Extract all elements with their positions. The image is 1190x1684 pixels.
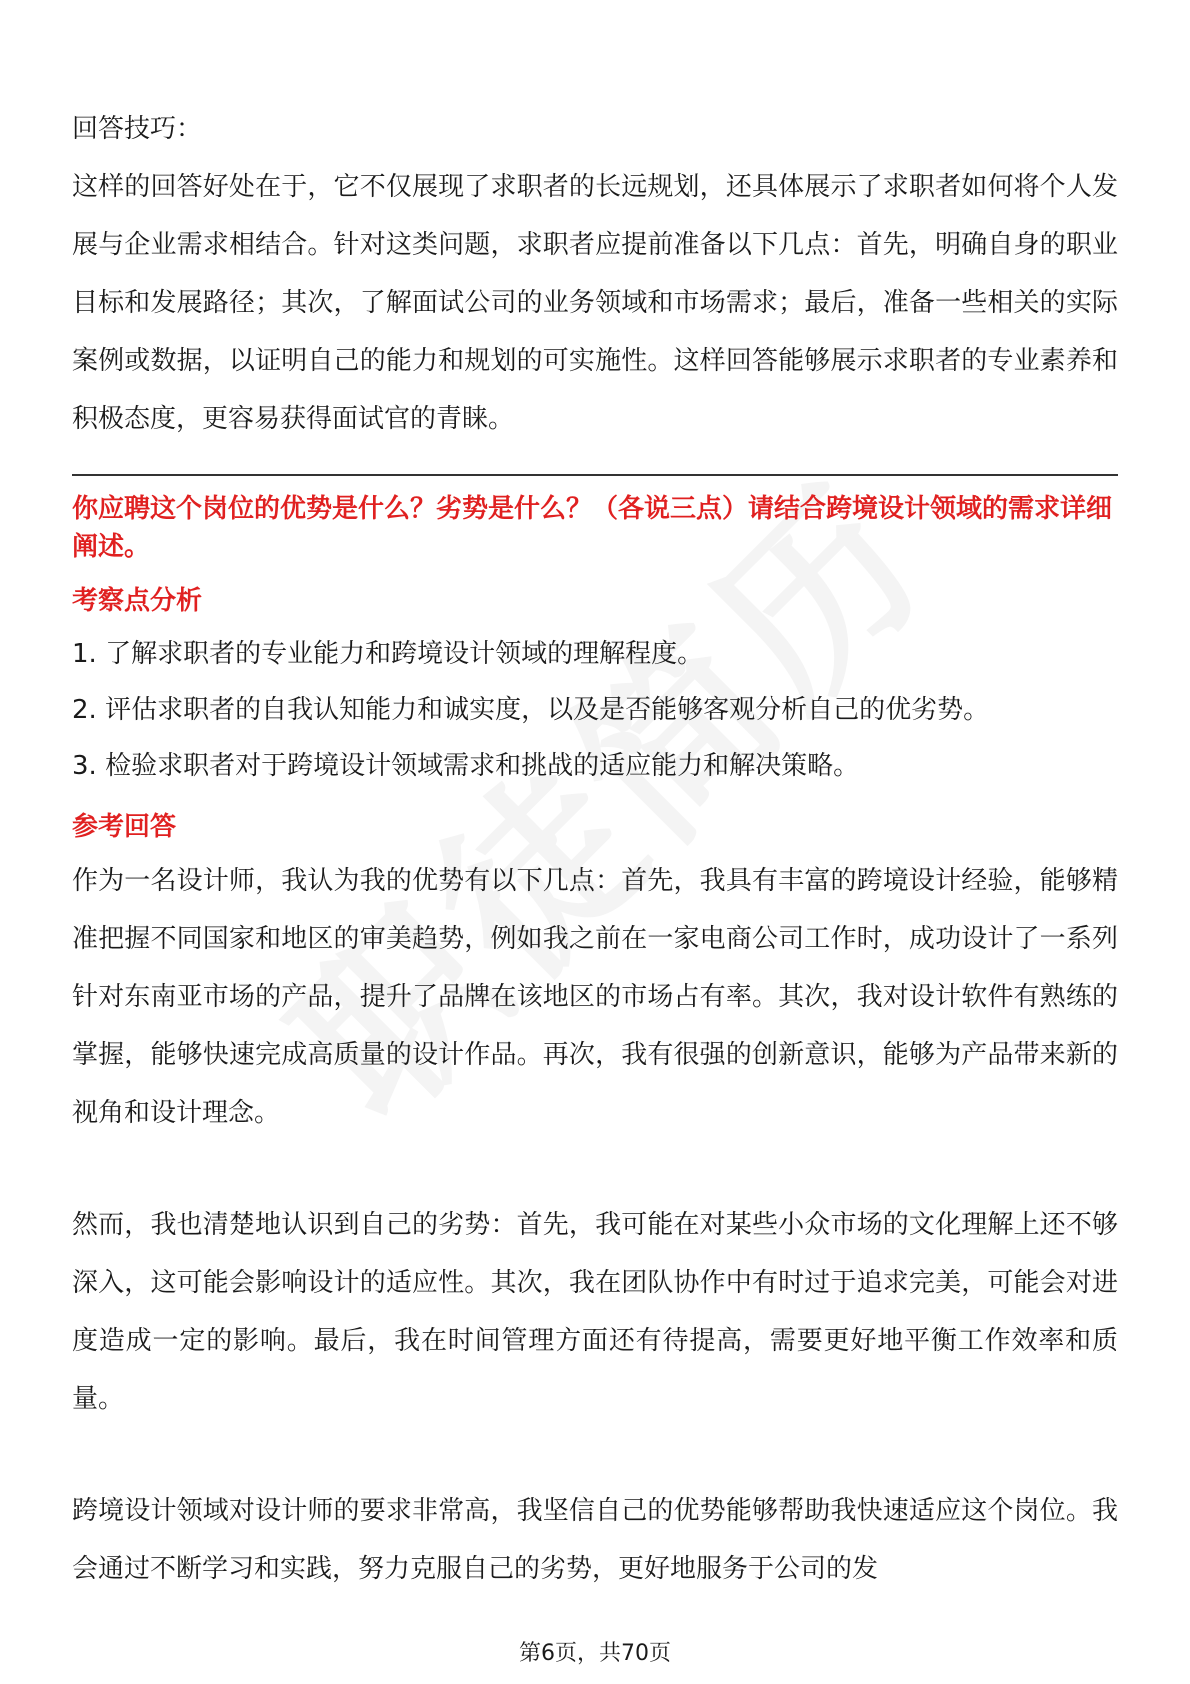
question-title: 你应聘这个岗位的优势是什么？劣势是什么？（各说三点）请结合跨境设计领域的需求详细阐述。 xyxy=(72,494,1113,562)
paragraph-spacer xyxy=(72,1142,1118,1196)
document-body xyxy=(72,100,1118,1598)
analysis-list xyxy=(72,626,1118,794)
analysis-item: 1. 了解求职者的专业能力和跨境设计领域的理解程度。 xyxy=(72,639,704,669)
paragraph-spacer xyxy=(72,1428,1118,1482)
reference-paragraph-conclusion: 跨境设计领域对设计师的要求非常高，我坚信自己的优势能够帮助我快速适应这个岗位。我会通过不断学习和实践，努力克服自己的劣势，更好地服务于公司的发 xyxy=(72,1496,1118,1584)
section-divider xyxy=(72,474,1118,476)
reference-paragraph-weaknesses: 然而，我也清楚地认识到自己的劣势：首先，我可能在对某些小众市场的文化理解上还不够深入，这可能会影响设计的适应性。其次，我在团队协作中有时过于追求完美，可能会对进度造成一定的影响。最后，我在时间管理方面还有待提高，需要更好地平衡工作效率和质量。 xyxy=(72,1210,1118,1414)
analysis-item: 2. 评估求职者的自我认知能力和诚实度，以及是否能够客观分析自己的优劣势。 xyxy=(72,695,990,725)
answer-tip-title: 回答技巧： xyxy=(72,114,203,144)
analysis-item: 3. 检验求职者对于跨境设计领域需求和挑战的适应能力和解决策略。 xyxy=(72,751,860,781)
page-number: 第6页，共70页 xyxy=(519,1641,671,1666)
reference-heading: 参考回答 xyxy=(72,812,177,842)
reference-paragraph-strengths: 作为一名设计师，我认为我的优势有以下几点：首先，我具有丰富的跨境设计经验，能够精准把握不同国家和地区的审美趋势，例如我之前在一家电商公司工作时，成功设计了一系列针对东南亚市场的产品，提升了品牌在该地区的市场占有率。其次，我对设计软件有熟练的掌握，能够快速完成高质量的设计作品。再次，我有很强的创新意识，能够为产品带来新的视角和设计理念。 xyxy=(72,866,1118,1128)
answer-tip-text: 这样的回答好处在于，它不仅展现了求职者的长远规划，还具体展示了求职者如何将个人发展与企业需求相结合。针对这类问题，求职者应提前准备以下几点：首先，明确自身的职业目标和发展路径；其次，了解面试公司的业务领域和市场需求；最后，准备一些相关的实际案例或数据，以证明自己的能力和规划的可实施性。这样回答能够展示求职者的专业素养和积极态度，更容易获得面试官的青睐。 xyxy=(72,172,1118,434)
analysis-heading: 考察点分析 xyxy=(72,586,203,616)
